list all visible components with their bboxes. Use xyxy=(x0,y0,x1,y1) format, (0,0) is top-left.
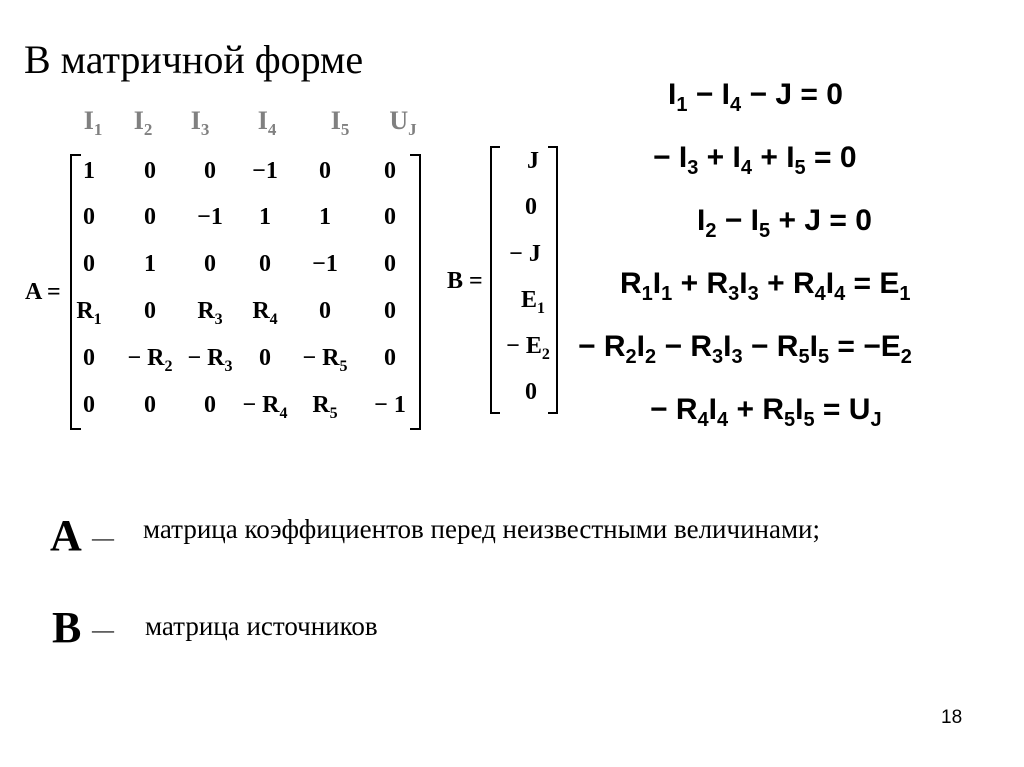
equation: $I_2 - I_5 + J = 0$ xyxy=(697,204,872,242)
definition-a-key: A xyxy=(50,511,82,560)
matrix-b-cell: 0 xyxy=(525,379,537,405)
matrix-a-cell: 0 xyxy=(83,251,95,277)
page-number: 18 xyxy=(941,707,963,728)
matrix-a-cell: − $R_3$ xyxy=(187,345,233,375)
definition-a-dash: — xyxy=(92,525,114,550)
matrix-a-cell: 0 xyxy=(83,392,95,418)
matrix-a-cell: − $R_4$ xyxy=(242,392,288,422)
matrix-a-cell: $R_3$ xyxy=(197,298,223,328)
matrix-a-cell: −1 xyxy=(252,158,278,184)
matrix-a-cell: 1 xyxy=(259,204,271,230)
matrix-a-cell: −1 xyxy=(312,251,338,277)
matrix-a-column-header: $I_4$ xyxy=(257,106,277,139)
matrix-a-cell: 0 xyxy=(83,345,95,371)
matrix-a-right-bracket xyxy=(410,154,421,430)
matrix-a-cell: 0 xyxy=(384,298,396,324)
matrix-a-cell: 0 xyxy=(384,345,396,371)
definition-b-dash: — xyxy=(92,617,114,642)
matrix-a-cell: 0 xyxy=(204,158,216,184)
matrix-a-cell: 0 xyxy=(384,158,396,184)
matrix-a-cell: 1 xyxy=(319,204,331,230)
matrix-b-cell: − J xyxy=(509,241,541,267)
matrix-a-cell: 0 xyxy=(144,204,156,230)
matrix-a-cell: 0 xyxy=(204,392,216,418)
matrix-a-column-header: $I_5$ xyxy=(330,106,350,139)
matrix-a-cell: 0 xyxy=(259,345,271,371)
matrix-a-cell: 0 xyxy=(259,251,271,277)
matrix-a-cell: − $R_2$ xyxy=(127,345,173,375)
matrix-a-cell: 0 xyxy=(144,298,156,324)
matrix-a-cell: 0 xyxy=(319,298,331,324)
matrix-a-cell: $R_4$ xyxy=(252,298,278,328)
matrix-a-cell: 0 xyxy=(319,158,331,184)
matrix-b-cell: $E_1$ xyxy=(520,287,546,317)
matrix-a-cell: − $R_5$ xyxy=(302,345,348,375)
equation: − $R_4I_4 + R_5I_5 = U_J$ xyxy=(650,393,882,431)
matrix-a-column-header: $I_2$ xyxy=(133,106,153,139)
equation: $I_1 - I_4 - J = 0$ xyxy=(668,78,843,116)
matrix-a-cell: 0 xyxy=(384,251,396,277)
equation: $R_1I_1 + R_3I_3 + R_4I_4 = E_1$ xyxy=(620,267,911,305)
definition-b-text: матрица источников xyxy=(145,611,378,641)
matrix-b-cell: − $E_2$ xyxy=(506,333,550,363)
matrix-a-cell: 0 xyxy=(144,158,156,184)
matrix-a-cell: $R_5$ xyxy=(312,392,338,422)
definition-a-text: матрица коэффициентов перед неизвестными величинами; xyxy=(143,514,821,544)
matrix-b-cell: J xyxy=(527,148,539,174)
equation: − $R_2I_2 - R_3I_3 - R_5I_5 = -E_2$ xyxy=(578,330,912,368)
matrix-a-cell: 1 xyxy=(144,251,156,277)
matrix-a-column-header: $I_3$ xyxy=(190,106,210,139)
matrix-a-cell: − 1 xyxy=(374,392,406,418)
matrix-b-left-bracket xyxy=(490,146,500,414)
matrix-b-right-bracket xyxy=(548,146,558,414)
matrix-a-column-header: $I_1$ xyxy=(83,106,103,139)
matrix-a-cell: 0 xyxy=(204,251,216,277)
matrix-a-left-bracket xyxy=(70,154,81,430)
equation: − $I_3 + I_4 + I_5 = 0$ xyxy=(653,141,857,179)
slide-title: В матричной форме xyxy=(24,37,364,82)
matrix-a-cell: 0 xyxy=(384,204,396,230)
definition-b-key: B xyxy=(52,603,82,652)
matrix-a-cell: −1 xyxy=(197,204,223,230)
matrix-a-cell: 0 xyxy=(144,392,156,418)
matrix-a-cell: $R_1$ xyxy=(76,298,102,328)
matrix-b-label: B = xyxy=(447,268,483,294)
matrix-a-cell: 1 xyxy=(83,158,95,184)
matrix-a-column-header: $U_J$ xyxy=(389,106,417,139)
matrix-a-label: A = xyxy=(25,279,61,305)
matrix-a-cell: 0 xyxy=(83,204,95,230)
matrix-b-cell: 0 xyxy=(525,194,537,220)
